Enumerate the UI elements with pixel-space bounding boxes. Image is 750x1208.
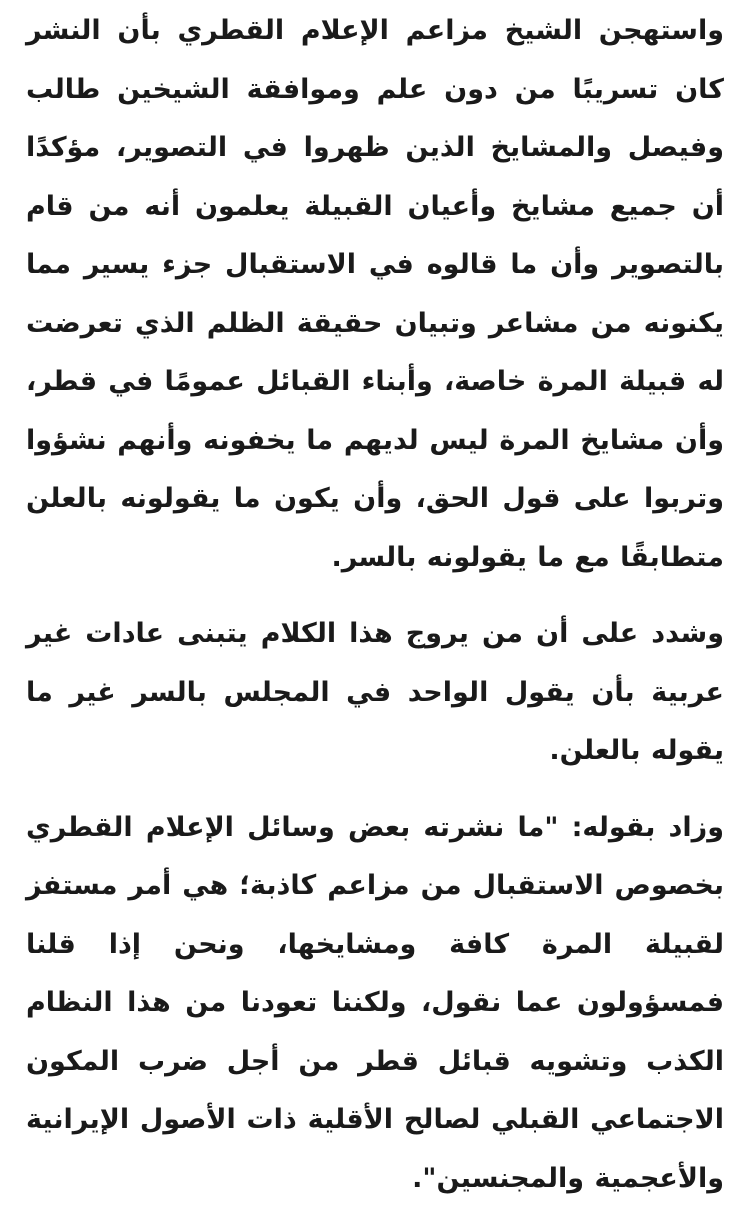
article-paragraph-3: وزاد بقوله: "ما نشرته بعض وسائل الإعلام القطري بخصوص الاستقبال من مزاعم كاذبة؛ هي أمر مستفز لقبيلة المرة كافة ومشايخها، ونحن إذا قلنا فمسؤولون عما نقول، ولكننا تعودنا من هذا النظام الكذب وتشويه قبائل قطر من أجل ضرب المكون الاجتماعي القبلي لصالح الأقلية ذات الأصول الإيرانية والأعجمية والمجنسين". xyxy=(26,799,724,1208)
article-paragraph-2: وشدد على أن من يروج هذا الكلام يتبنى عادات غير عربية بأن يقول الواحد في المجلس بالسر غير ما يقوله بالعلن. xyxy=(26,605,724,781)
article-paragraph-1: واستهجن الشيخ مزاعم الإعلام القطري بأن النشر كان تسريبًا من دون علم وموافقة الشيخين طالب وفيصل والمشايخ الذين ظهروا في التصوير، مؤكدًا أن جميع مشايخ وأعيان القبيلة يعلمون أنه من قام بالتصوير وأن ما قالوه في الاستقبال جزء يسير مما يكنونه من مشاعر وتبيان حقيقة الظلم الذي تعرضت له قبيلة المرة خاصة، وأبناء القبائل عمومًا في قطر، وأن مشايخ المرة ليس لديهم ما يخفونه وأنهم نشؤوا وتربوا على قول الحق، وأن يكون ما يقولونه بالعلن متطابقًا مع ما يقولونه بالسر. xyxy=(26,2,724,587)
